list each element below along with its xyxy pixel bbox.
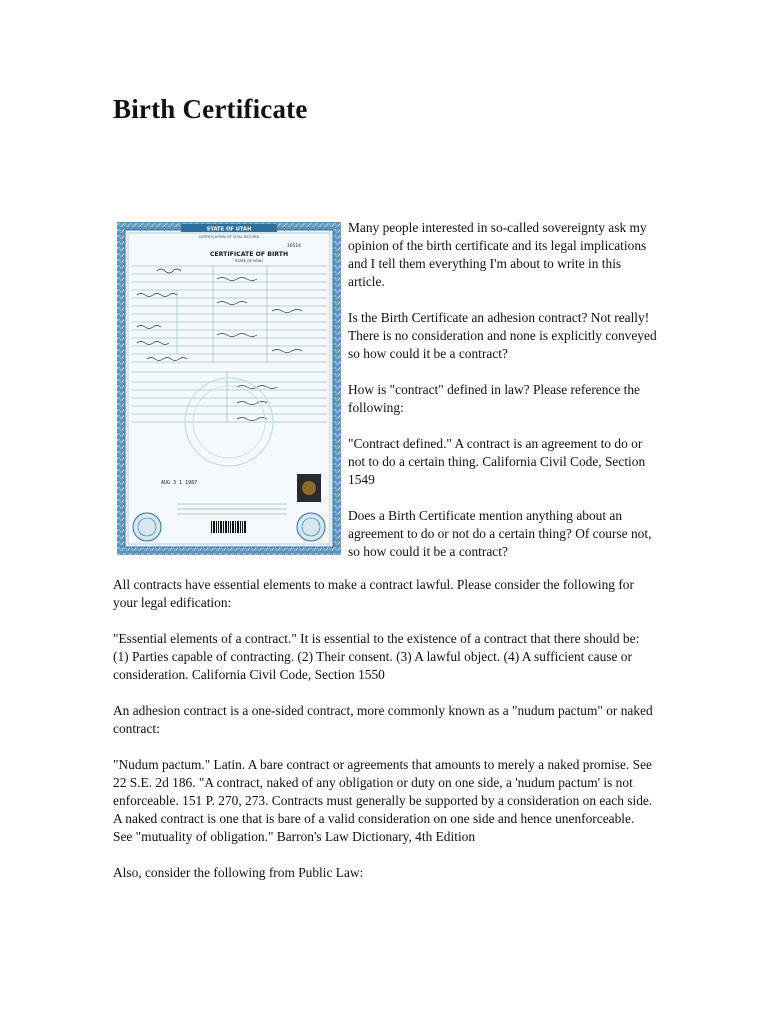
body-paragraph: "Essential elements of a contract." It is essential to the existence of a contract that there should be: (1) Parties capable of contracting. (2) Their consent. (3) A lawful object. (4) A sufficient cause or consideration. California Civil Code, Section 1550 xyxy=(113,631,640,682)
body-paragraph: An adhesion contract is a one-sided contract, more commonly known as a "nudum pactum" or naked contract: xyxy=(113,703,653,736)
svg-text:STATE OF UTAH: STATE OF UTAH xyxy=(206,226,252,233)
side-paragraph: "Contract defined." A contract is an agreement to do or not to do a certain thing. California Civil Code, Section 1549 xyxy=(348,436,646,487)
side-text xyxy=(348,219,660,579)
side-paragraph: Is the Birth Certificate an adhesion contract? Not really! There is no consideration and none is explicitly conveyed so how could it be a contract? xyxy=(348,310,657,361)
page-title: Birth Certificate xyxy=(113,94,308,124)
svg-text:CERTIFICATE OF BIRTH: CERTIFICATE OF BIRTH xyxy=(209,251,289,258)
side-paragraph: How is "contract" defined in law? Please reference the following: xyxy=(348,382,641,415)
body-paragraph: Also, consider the following from Public Law: xyxy=(113,865,364,880)
body-text xyxy=(113,576,653,900)
svg-text:AUG 3 1 1987: AUG 3 1 1987 xyxy=(161,480,198,486)
body-paragraph: All contracts have essential elements to make a contract lawful. Please consider the following for your legal edification: xyxy=(113,577,634,610)
side-paragraph: Many people interested in so-called sovereignty ask my opinion of the birth certificate and its legal implications and I tell them everything I'm about to write in this article. xyxy=(348,220,647,289)
birth-certificate-image xyxy=(117,222,341,555)
svg-text:16514: 16514 xyxy=(287,244,301,249)
svg-text:STATE OF UTAH: STATE OF UTAH xyxy=(235,259,263,263)
svg-text:CERTIFICATION OF VITAL RECORD: CERTIFICATION OF VITAL RECORD xyxy=(198,235,260,239)
side-paragraph: Does a Birth Certificate mention anything about an agreement to do or not do a certain thing? Of course not, so how could it be a contract? xyxy=(348,508,652,559)
body-paragraph: "Nudum pactum." Latin. A bare contract or agreements that amounts to merely a naked promise. See 22 S.E. 2d 186. "A contract, naked of any obligation or duty on one side, a 'nudum pactum' is not enforceable. 151 P. 270, 273. Contracts must generally be supported by a consideration on each side. A naked contract is one that is bare of a valid consideration on one side and hence unenforceable. See "mutuality of obligation." Barron's Law Dictionary, 4th Edition xyxy=(113,757,653,844)
